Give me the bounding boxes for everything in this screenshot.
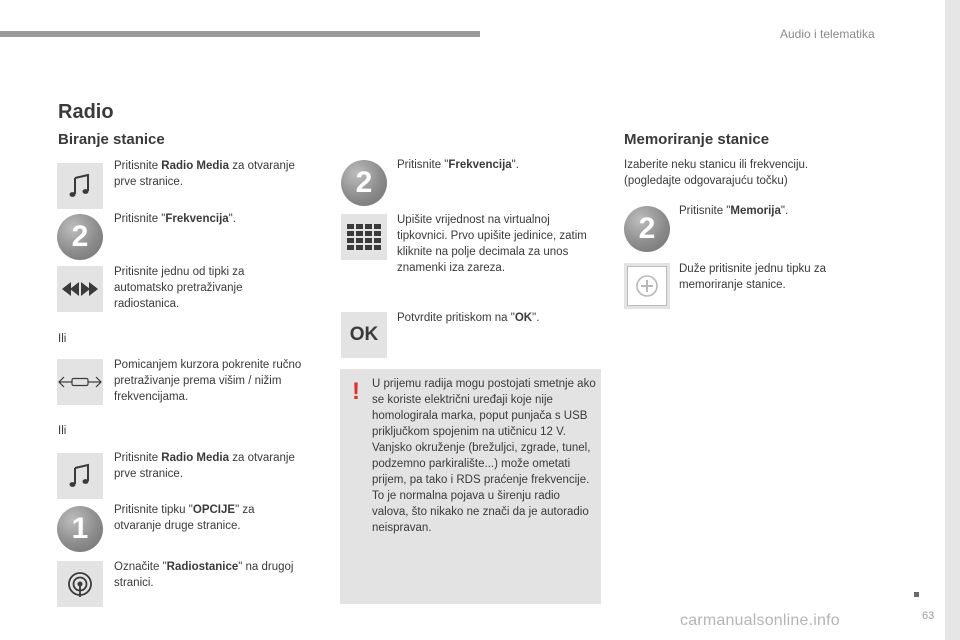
step-radio-media-1: Pritisnite Radio Media za otvaranje prve stranice.	[114, 160, 295, 188]
step-frekvencija-left: Pritisnite "Frekvencija".	[114, 213, 236, 225]
page-marker	[914, 592, 919, 597]
add-preset-icon	[635, 274, 659, 298]
warning-mark: !	[352, 378, 360, 405]
step-frekvencija-middle: Pritisnite "Frekvencija".	[397, 159, 519, 171]
heading-biranje-stanice: Biranje stanice	[58, 131, 165, 148]
music-note-icon	[65, 171, 95, 201]
seek-buttons-icon	[57, 266, 103, 312]
step-number-badge-2-right: 2	[624, 206, 670, 252]
step-number-badge-2-middle: 2	[341, 160, 387, 206]
heading-memoriranje-stanice: Memoriranje stanice	[624, 131, 770, 148]
radio-broadcast-icon	[65, 569, 95, 599]
step-opcije: Pritisnite tipku "OPCIJE" za otvaranje druge stranice.	[114, 504, 255, 532]
step-long-press: Duže pritisnite jednu tipku za memoriranje stanice.	[679, 263, 827, 291]
page-number: 63	[922, 610, 935, 622]
virtual-keyboard-icon-box	[341, 214, 387, 260]
page-title: Radio	[58, 101, 114, 123]
keypad-grid-icon	[346, 222, 382, 252]
ok-button-icon	[341, 312, 387, 358]
step-number-badge-1: 1	[57, 506, 103, 552]
watermark: carmanualsonline.info	[680, 612, 840, 629]
step-manual-search: Pomicanjem kurzora pokrenite ručno pretraživanje prema višim / nižim frekvencijama.	[114, 359, 302, 403]
step-ok: Potvrdite pritiskom na "OK".	[397, 312, 540, 324]
step-auto-search: Pritisnite jednu od tipki za automatsko pretraživanje radiostanica.	[114, 266, 245, 310]
section-title: Audio i telematika	[780, 27, 875, 41]
or-label-1: Ili	[58, 333, 67, 345]
warning-note-text: U prijemu radija mogu postojati smetnje ako se koriste električni uređaji koje nije homologirala marka, poput punjača s USB priključkom spojenim na utičnicu 12 V. Vanjsko okruženje (brežuljci, zgrade, tunel, podzemno parkiralište...) može ometati prijem, pa tako i RDS praćenje frekvencije. To je normalna pojava u širenju radio valova, što nikako ne znači da je autoradio neispravan.	[372, 378, 596, 534]
music-note-icon	[65, 461, 95, 491]
step-memorija: Pritisnite "Memorija".	[679, 205, 789, 217]
radio-media-button-icon-2	[57, 453, 103, 499]
radio-media-button-icon	[57, 163, 103, 209]
header-rule	[0, 31, 480, 37]
page-edge-strip	[945, 0, 960, 640]
memoriranje-intro: Izaberite neku stanicu ili frekvenciju. (pogledajte odgovarajuću točku)	[624, 159, 809, 187]
step-virtual-keyboard: Upišite vrijednost na virtualnoj tipkovnici. Prvo upišite jedinice, zatim kliknite na polje decimala za unos znamenki iza zareza.	[397, 214, 587, 274]
ok-label: OK	[349, 324, 379, 345]
step-number-badge-2: 2	[57, 214, 103, 260]
radio-stations-icon-box	[57, 561, 103, 607]
step-radio-media-2: Pritisnite Radio Media za otvaranje prve stranice.	[114, 452, 295, 480]
frequency-slider-icon-box	[57, 359, 103, 405]
slider-cursor-icon	[58, 375, 102, 389]
preset-button	[627, 266, 667, 306]
seek-arrows-icon	[60, 279, 100, 299]
or-label-2: Ili	[58, 425, 67, 437]
preset-button-icon-box	[624, 263, 670, 309]
step-radiostanice: Označite "Radiostanice" na drugoj stranici.	[114, 561, 294, 589]
